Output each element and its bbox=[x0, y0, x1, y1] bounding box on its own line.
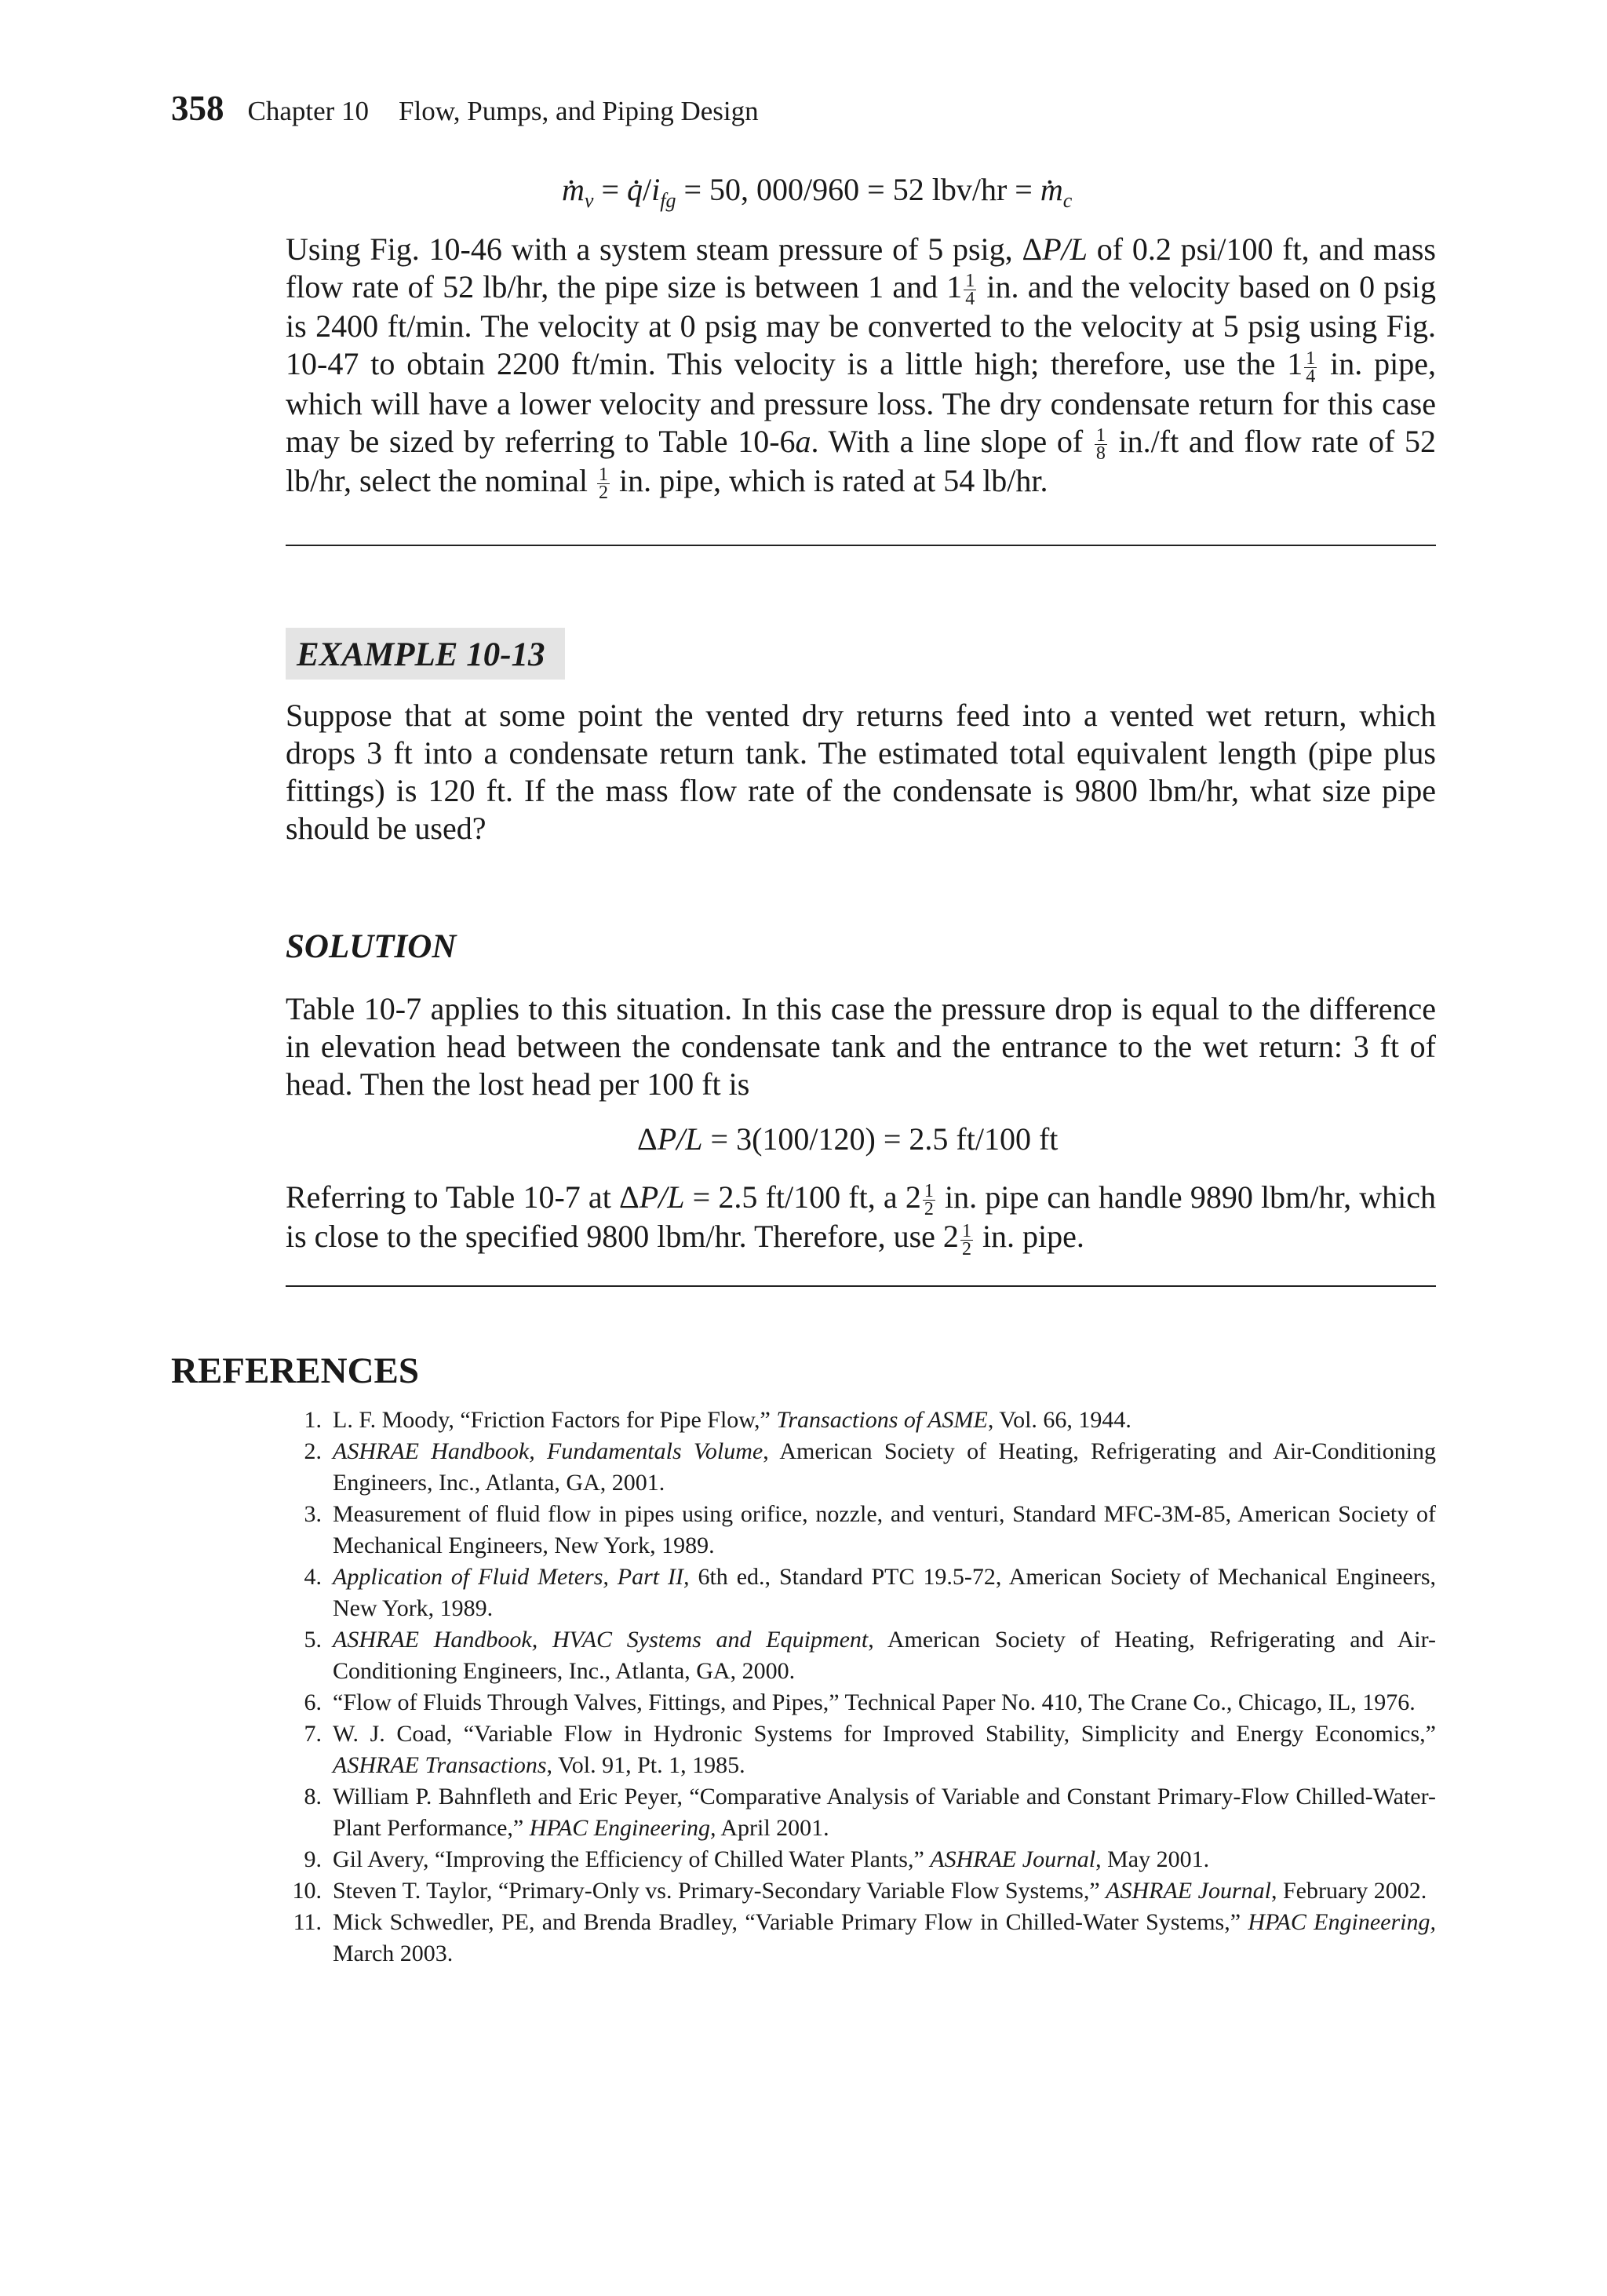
reference-text: 6th ed., Standard PTC 19.5-72, American Society of Mechanical Engineers, New York, 1989. bbox=[333, 1564, 1436, 1621]
section-rule bbox=[286, 1285, 1436, 1287]
eq-slash: / bbox=[643, 172, 652, 207]
reference-text: Gil Avery, “Improving the Efficiency of Chilled Water Plants,” bbox=[333, 1846, 931, 1872]
eq-i-sub: fg bbox=[660, 189, 676, 212]
solution-body: Table 10-7 applies to this situation. In this case the pressure drop is equal to the difference in elevation head between the condensate tank and the entrance to the wet return: 3 ft of head. Then the lost head per 100 ft is bbox=[286, 991, 1436, 1102]
solution-conclusion bbox=[286, 1179, 1436, 1258]
reference-text: W. J. Coad, “Variable Flow in Hydronic Systems for Improved Stability, Simplicity and Energy Economics,” bbox=[333, 1721, 1436, 1747]
eq-mv: . m bbox=[562, 172, 585, 207]
reference-text: L. F. Moody, “Friction Factors for Pipe Flow,” bbox=[333, 1407, 777, 1433]
reference-item bbox=[286, 1718, 1436, 1781]
references-heading: REFERENCES bbox=[171, 1350, 420, 1391]
eq-pl: P/L bbox=[657, 1121, 703, 1157]
fraction-one-quarter: $\frac{1}{4}$ bbox=[965, 271, 975, 310]
conclusion-text-4: in. pipe. bbox=[974, 1219, 1084, 1255]
reference-text: “Flow of Fluids Through Valves, Fittings, and Pipes,” Technical Paper No. 410, The Crane Co., Chicago, IL, 1976. bbox=[333, 1689, 1416, 1715]
reference-item bbox=[286, 1562, 1436, 1624]
para1-text-4: in. pipe, which will have a lower velocity and pressure loss. The dry condensate return for this case may be sized by referring to Table 10-6 bbox=[286, 346, 1436, 459]
reference-item bbox=[286, 1844, 1436, 1875]
reference-item bbox=[286, 1907, 1436, 1970]
eq-mc: . m bbox=[1040, 172, 1063, 207]
reference-text: , American Society of Heating, Refrigerating and Air-Conditioning Engineers, Inc., Atlanta, GA, 2000. bbox=[333, 1627, 1436, 1684]
reference-number: 3. bbox=[304, 1501, 322, 1527]
section-rule bbox=[286, 545, 1436, 546]
fraction-one-half: $\frac{1}{2}$ bbox=[924, 1181, 934, 1220]
para1-text-6: in./ft and flow rate of 52 lb/hr, select the nominal bbox=[286, 423, 1436, 498]
reference-text: , Vol. 91, Pt. 1, 1985. bbox=[546, 1752, 745, 1778]
conclusion-pl: P/L bbox=[639, 1179, 685, 1215]
reference-number: 11. bbox=[293, 1909, 322, 1935]
reference-number: 2. bbox=[304, 1438, 322, 1464]
reference-item bbox=[286, 1499, 1436, 1562]
fraction-one-eighth: $\frac{1}{8}$ bbox=[1095, 425, 1106, 464]
reference-number: 5. bbox=[304, 1627, 322, 1653]
eq-delta: Δ bbox=[637, 1121, 658, 1157]
references-list bbox=[286, 1405, 1436, 1970]
conclusion-text-3: in. pipe can handle 9890 lbm/hr, which is close to the specified 9800 lbm/hr. Therefore, use 2 bbox=[286, 1179, 1437, 1255]
chapter-title: Flow, Pumps, and Piping Design bbox=[399, 96, 759, 126]
reference-number: 8. bbox=[304, 1784, 322, 1809]
para1-text-7: in. pipe, which is rated at 54 lb/hr. bbox=[610, 462, 1048, 498]
reference-number: 1. bbox=[304, 1407, 322, 1433]
fraction-one-half: $\frac{1}{2}$ bbox=[961, 1220, 971, 1259]
reference-text: , American Society of Heating, Refrigerating and Air-Conditioning Engineers, Inc., Atlanta, GA, 2001. bbox=[333, 1438, 1436, 1496]
reference-number: 7. bbox=[304, 1721, 322, 1747]
reference-number: 10. bbox=[292, 1878, 322, 1904]
para1-text-2: of 0.2 psi/100 ft, and mass flow rate of 52 lb/hr, the pipe size is between 1 and 1 bbox=[286, 231, 1437, 304]
reference-number: 9. bbox=[304, 1846, 322, 1872]
reference-source: HPAC Engineering, bbox=[1248, 1909, 1436, 1935]
running-header bbox=[171, 88, 759, 129]
reference-text: , May 2001. bbox=[1095, 1846, 1210, 1872]
reference-source: Transactions of ASME bbox=[776, 1407, 988, 1433]
para1-pl: P/L bbox=[1042, 231, 1088, 267]
para1-text-5: . With a line slope of bbox=[811, 423, 1093, 459]
reference-source: ASHRAE Journal bbox=[1106, 1878, 1271, 1904]
eq-mc-sub: c bbox=[1062, 189, 1073, 212]
eq-result: = 3(100/120) = 2.5 ft/100 ft bbox=[702, 1121, 1059, 1157]
reference-item bbox=[286, 1875, 1436, 1907]
solution-text bbox=[286, 990, 1436, 1103]
reference-item bbox=[286, 1436, 1436, 1499]
para1-text-3: in. and the velocity based on 0 psig is 2400 ft/min. The velocity at 0 psig may be converted to the velocity at 5 psig using Fig. 10-47 to obtain 2200 ft/min. This velocity is a little high; therefore, use the 1 bbox=[286, 269, 1436, 382]
example-label: EXAMPLE 10-13 bbox=[297, 636, 545, 673]
reference-number: 4. bbox=[304, 1564, 322, 1590]
solution-label: SOLUTION bbox=[286, 928, 457, 965]
reference-text: Mick Schwedler, PE, and Brenda Bradley, “Variable Primary Flow in Chilled-Water Systems,” bbox=[333, 1909, 1248, 1935]
chapter-label: Chapter 10 bbox=[247, 96, 370, 126]
reference-source: ASHRAE Transactions bbox=[333, 1752, 547, 1778]
para1-text-1: Using Fig. 10-46 with a system steam pressure of 5 psig, Δ bbox=[286, 231, 1043, 267]
reference-source: HPAC Engineering, bbox=[529, 1815, 716, 1841]
reference-source: ASHRAE Handbook, Fundamentals Volume bbox=[333, 1438, 763, 1464]
example-label-box bbox=[286, 628, 565, 680]
reference-number: 6. bbox=[304, 1689, 322, 1715]
eq-equals: = bbox=[601, 172, 619, 207]
eq-rhs: = 50, 000/960 = 52 lbv/hr = bbox=[683, 172, 1033, 207]
reference-item bbox=[286, 1687, 1436, 1718]
reference-source: ASHRAE Handbook, HVAC Systems and Equipment bbox=[333, 1627, 869, 1653]
reference-item bbox=[286, 1781, 1436, 1844]
reference-text: Measurement of fluid flow in pipes using orifice, nozzle, and venturi, Standard MFC-3M-85, American Society of Mechanical Engineers, New York, 1989. bbox=[333, 1501, 1436, 1558]
reference-text: , Vol. 66, 1944. bbox=[987, 1407, 1131, 1433]
example-body: Suppose that at some point the vented dry returns feed into a vented wet return, which drops 3 ft into a condensate return tank. The estimated total equivalent length (pipe plus fittings) is 120 ft. If the mass flow rate of the condensate is 9800 lbm/hr, what size pipe should be used? bbox=[286, 698, 1436, 846]
reference-text: Steven T. Taylor, “Primary-Only vs. Primary-Secondary Variable Flow Systems,” bbox=[333, 1878, 1106, 1904]
para1-a: a bbox=[795, 423, 811, 459]
conclusion-text-1: Referring to Table 10-7 at Δ bbox=[286, 1179, 640, 1215]
fraction-one-half: $\frac{1}{2}$ bbox=[598, 465, 608, 504]
eq-mv-sub: v bbox=[584, 189, 594, 212]
reference-source: Application of Fluid Meters, Part II, bbox=[333, 1564, 690, 1590]
solution-paragraph-previous bbox=[286, 231, 1437, 504]
reference-item bbox=[286, 1624, 1436, 1687]
conclusion-text-2: = 2.5 ft/100 ft, a 2 bbox=[684, 1179, 921, 1215]
fraction-one-quarter: $\frac{1}{4}$ bbox=[1306, 348, 1316, 387]
eq-q: . q bbox=[627, 172, 643, 207]
page-number: 358 bbox=[171, 89, 224, 128]
reference-text: William P. Bahnfleth and Eric Peyer, “Comparative Analysis of Variable and Constant Primary-Flow Chilled-Water-Plant Performance,” bbox=[333, 1784, 1436, 1841]
eq-i: i bbox=[651, 172, 661, 207]
reference-source: ASHRAE Journal bbox=[930, 1846, 1096, 1872]
example-text bbox=[286, 697, 1436, 847]
mass-flow-equation bbox=[562, 171, 1072, 213]
reference-text: March 2003. bbox=[333, 1941, 454, 1966]
pressure-drop-equation bbox=[637, 1121, 1058, 1157]
reference-text: April 2001. bbox=[716, 1815, 829, 1841]
reference-item bbox=[286, 1405, 1436, 1436]
reference-text: , February 2002. bbox=[1270, 1878, 1427, 1904]
